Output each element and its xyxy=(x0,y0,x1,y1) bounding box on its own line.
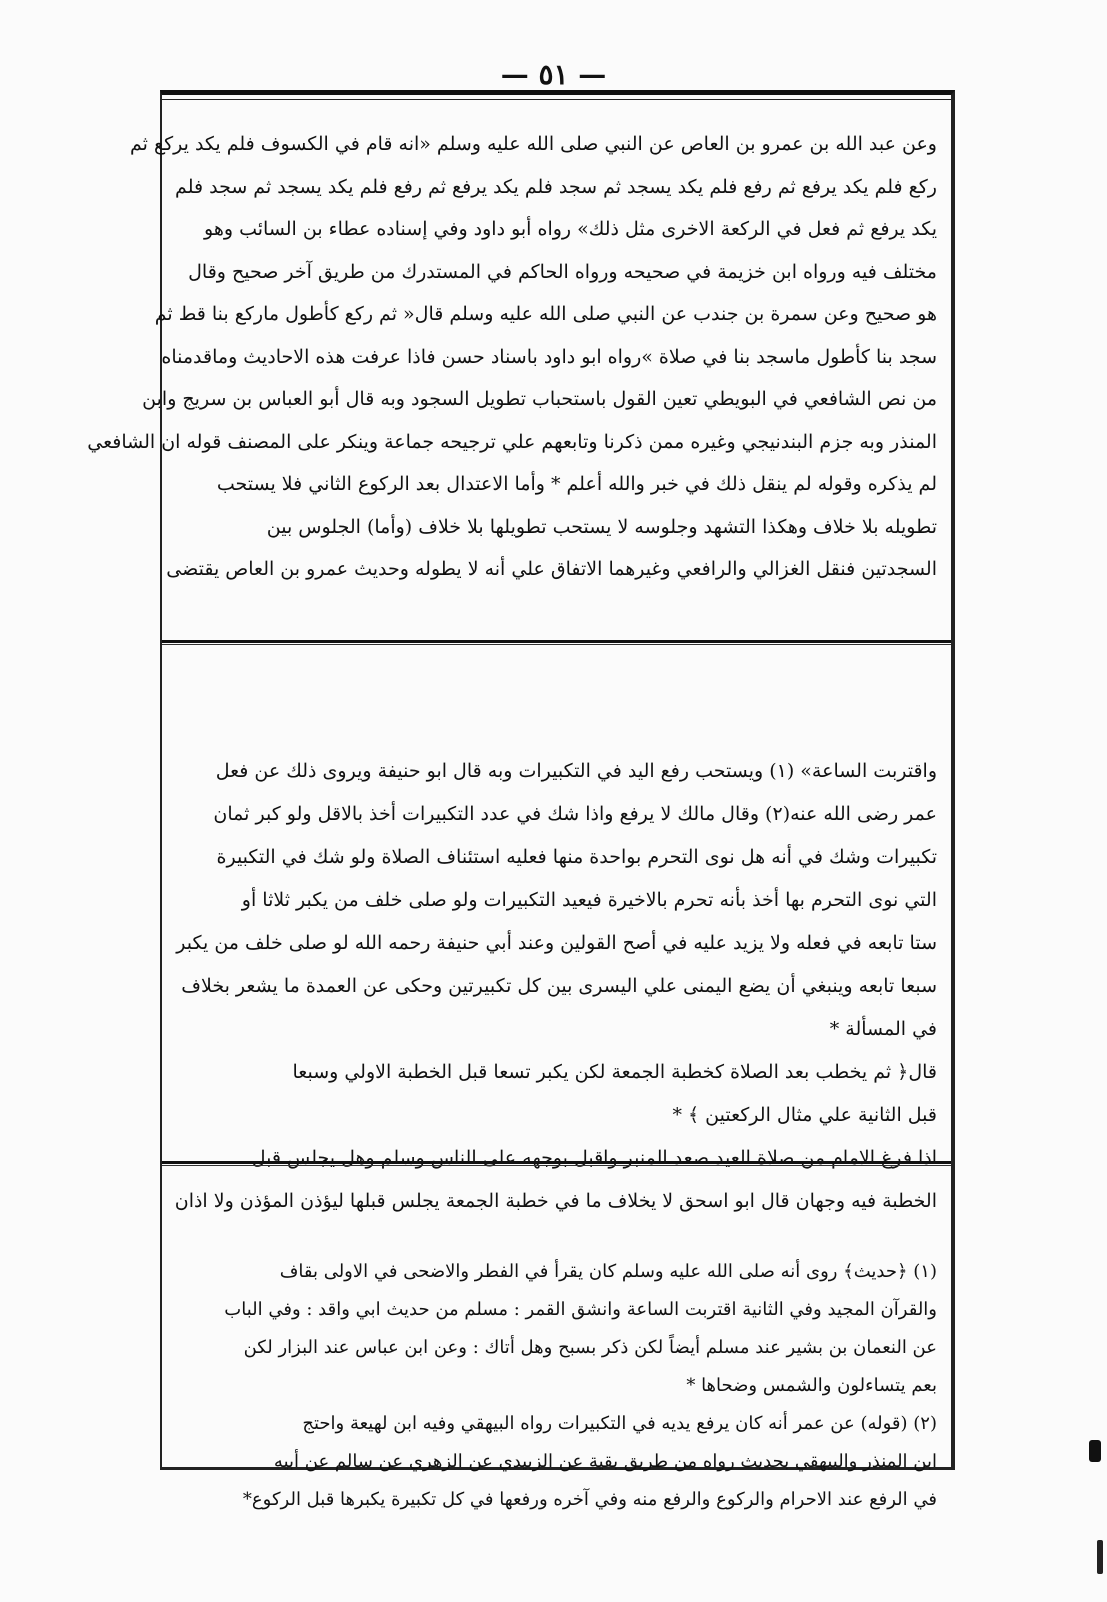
page-frame xyxy=(87,90,955,1510)
text-line: ستا تابعه في فعله ولا يزيد عليه في أصح القولين وعند أبي حنيفة رحمه الله لو صلى خلف من يكبر xyxy=(176,932,937,954)
footnote-line: في الرفع عند الاحرام والركوع والرفع منه وفي آخره ورفعها في كل تكبيرة يكبرها قبل الركوع* xyxy=(242,1489,937,1510)
footnote-line: ابن المنذر والبيهقي بحديث رواه من طريق بقية عن الزبيدي عن الزهري عن سالم عن أبيه xyxy=(273,1451,937,1472)
text-line: قبل الثانية علي مثال الركعتين ﴾ * xyxy=(672,1104,937,1126)
section-divider xyxy=(162,640,951,643)
footnote-line: والقرآن المجيد وفي الثانية اقتربت الساعة وانشق القمر : مسلم من حديث ابي واقد : وفي الباب xyxy=(224,1299,937,1320)
text-line: ركع فلم يكد يرفع ثم رفع فلم يكد يسجد ثم سجد فلم يكد يرفع ثم رفع فلم يكد يسجد ثم سجد فلم xyxy=(175,175,937,198)
text-line: تطويله بلا خلاف وهكذا التشهد وجلوسه لا يستحب تطويلها بلا خلاف (وأما) الجلوس بين xyxy=(266,515,937,538)
text-line: سجد بنا كأطول ماسجد بنا في صلاة »رواه ابو داود باسناد حسن فاذا عرفت هذه الاحاديث وماقدمناه xyxy=(161,345,937,368)
text-line: لم يذكره وقوله لم ينقل ذلك في خبر والله أعلم * وأما الاعتدال بعد الركوع الثاني فلا يستحب xyxy=(216,473,937,495)
scan-edge-mark xyxy=(1089,1440,1101,1462)
section-divider-thin xyxy=(162,644,951,645)
text-line: يكد يرفع ثم فعل في الركعة الاخرى مثل ذلك» رواه أبو داود وفي إسناده عطاء بن السائب وهو xyxy=(204,218,937,240)
footnote-line: (٢) (قوله) عن عمر أنه كان يرفع يديه في التكبيرات رواه البيهقي وفيه ابن لهيعة واحتج xyxy=(302,1413,937,1434)
text-line: وعن عبد الله بن عمرو بن العاص عن النبي صلى الله عليه وسلم «انه قام في الكسوف فلم يكد يركع ثم xyxy=(130,133,937,155)
text-line: مختلف فيه ورواه ابن خزيمة في صحيحه ورواه الحاكم في المستدرك من طريق آخر صحيح وقال xyxy=(188,260,937,283)
page-number: — ٥١ — xyxy=(500,58,607,91)
text-line: المنذر وبه جزم البندنيجي وغيره ممن ذكرنا وتابعهم علي ترجيحه جماعة وينكر على المصنف قوله ان الشافعي xyxy=(87,430,937,453)
scan-edge-mark xyxy=(1097,1540,1103,1574)
second-text-block xyxy=(176,750,937,1223)
footnote-line: بعم يتساءلون والشمس وضحاها * xyxy=(686,1375,937,1396)
text-line: السجدتين فنقل الغزالي والرافعي وغيرهما الاتفاق علي أنه لا يطوله وحديث عمرو بن العاص يقتضى xyxy=(166,558,937,580)
text-line: في المسألة * xyxy=(829,1018,937,1040)
text-line: هو صحيح وعن سمرة بن جندب عن النبي صلى الله عليه وسلم قال« ثم ركع كأطول ماركع بنا قط ثم xyxy=(154,303,937,325)
footnote-divider xyxy=(162,1161,951,1164)
text-line: قال﴿ ثم يخطب بعد الصلاة كخطبة الجمعة لكن يكبر تسعا قبل الخطبة الاولي وسبعا xyxy=(292,1061,937,1083)
footnote-divider-thin xyxy=(162,1165,951,1166)
footnote-line: عن النعمان بن بشير عند مسلم أيضاً لكن ذكر بسبح وهل أتاك : وعن ابن عباس عند البزار لكن xyxy=(243,1337,937,1358)
text-line: واقتربت الساعة» (١) ويستحب رفع اليد في التكبيرات وبه قال ابو حنيفة ويروى ذلك عن فعل xyxy=(215,760,937,782)
text-line: من نص الشافعي في البويطي تعين القول باستحباب تطويل السجود وبه قال أبو العباس بن سريج وابن xyxy=(142,388,937,410)
text-line: عمر رضى الله عنه(٢) وقال مالك لا يرفع واذا شك في عدد التكبيرات أخذ بالاقل ولو كبر ثمان xyxy=(213,803,937,825)
footnote-line: (١) ﴿حديث﴾ روى أنه صلى الله عليه وسلم كان يقرأ في الفطر والاضحى في الاولى بقاف xyxy=(279,1261,937,1282)
text-line: تكبيرات وشك في أنه هل نوى التحرم بواحدة منها فعليه استئناف الصلاة ولو شك في التكبيرة xyxy=(216,846,937,868)
text-line: سبعا تابعه وينبغي أن يضع اليمنى علي اليسرى بين كل تكبيرتين وحكى عن العمدة ما يشعر بخلاف xyxy=(181,975,937,997)
text-line: الخطبة فيه وجهان قال ابو اسحق لا يخلاف ما في خطبة الجمعة يجلس قبلها ليؤذن المؤذن ولا اذان xyxy=(174,1190,937,1212)
text-line: اذا فرغ الامام من صلاة العيد صعد المنبر واقبل بوجهه على الناس وسلم وهل يجلس قبل xyxy=(251,1147,937,1169)
text-line: التي نوى التحرم بها أخذ بأنه تحرم بالاخيرة فيعيد التكبيرات ولو صلى خلف من يكبر ثلاثا أو xyxy=(241,889,937,911)
main-text-block xyxy=(87,123,937,591)
footnotes-block xyxy=(176,1253,937,1519)
top-double-rule xyxy=(162,99,951,100)
